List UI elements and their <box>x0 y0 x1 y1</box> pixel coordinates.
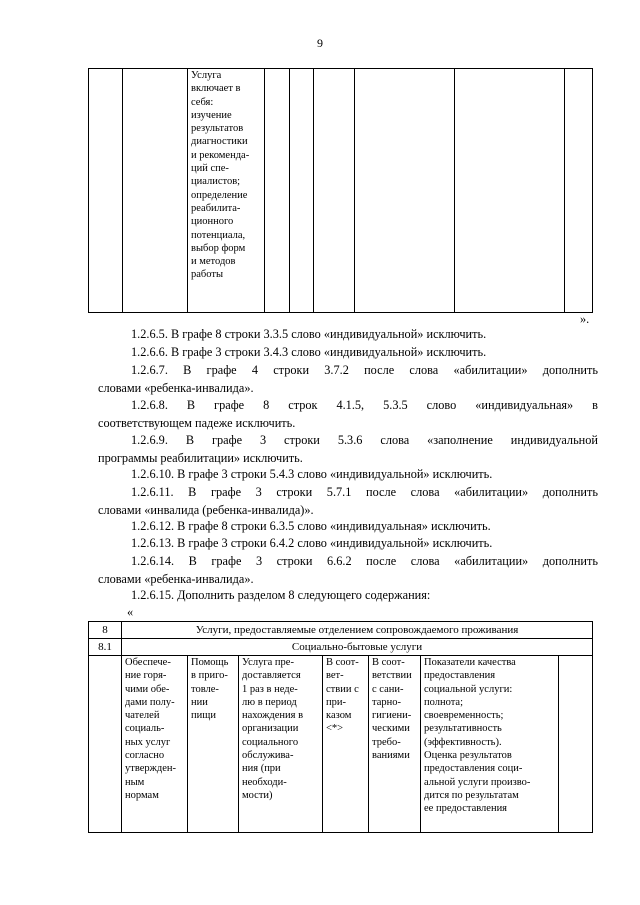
row-cell-service-name: Обеспече- ние горя- чими обе- дами полу- чателей социаль- ных услуг согласно утвержден- ным нормам <box>122 656 188 833</box>
closing-quote: ». <box>580 312 590 326</box>
item-1-2-6-6: 1.2.6.6. В графе 3 строки 3.4.3 слово «индивидуальной» исключить. <box>131 345 487 359</box>
section-number: 8 <box>89 622 122 639</box>
item-1-2-6-14: 1.2.6.14. В графе 3 строки 6.6.2 после слова «абилитации» дополнить словами «ребенка-инвалида». <box>98 554 598 586</box>
top-service-description: Услуга включает в себя: изучение результатов диагностики и рекоменда- ций спе- циалистов; определение реабилита- ционного потенциала, выбор форм и методов работы <box>191 70 250 281</box>
top-cell-5 <box>290 69 314 313</box>
row-cell-1 <box>89 656 122 833</box>
item-1-2-6-8: 1.2.6.8. В графе 8 строк 4.1.5, 5.3.5 слово «индивидуальная» в соответствующем падеже исключить. <box>98 398 598 430</box>
top-cell-1 <box>89 69 123 313</box>
top-cell-2 <box>123 69 188 313</box>
row-cell-order: В соот- вет- ствии с при- казом <*> <box>323 656 369 833</box>
section-8-table <box>88 621 593 833</box>
item-1-2-6-9: 1.2.6.9. В графе 3 строки 5.3.6 слова «заполнение индивидуальной программы реабилитации» исключить. <box>98 433 598 465</box>
item-1-2-6-10: 1.2.6.10. В графе 3 строки 5.4.3 слово «индивидуальной» исключить. <box>131 467 493 481</box>
item-1-2-6-11: 1.2.6.11. В графе 3 строки 5.7.1 после слова «абилитации» дополнить словами «инвалида (ребенка-инвалида)». <box>98 485 598 517</box>
top-cell-8 <box>455 69 565 313</box>
subsection-title: Социально-бытовые услуги <box>122 639 593 656</box>
section-title: Услуги, предоставляемые отделением сопровождаемого проживания <box>122 622 593 639</box>
row-cell-quality-indicators: Показатели качества предоставления социальной услуги: полнота; своевременность; результативность (эффективность). Оценка результатов предоставления соци- альной услуги произво- дится по результатам ее предоставления <box>421 656 559 833</box>
item-1-2-6-15: 1.2.6.15. Дополнить разделом 8 следующего содержания: <box>131 588 431 602</box>
row-cell-assistance: Помощь в приго- товле- нии пищи <box>188 656 239 833</box>
page-number: 9 <box>317 36 323 50</box>
opening-quote: « <box>127 605 134 619</box>
item-1-2-6-7: 1.2.6.7. В графе 4 строки 3.7.2 после слова «абилитации» дополнить словами «ребенка-инвалида». <box>98 363 598 395</box>
row-cell-requirements: В соот- ветствии с сани- тарно- гигиени- ческими требо- ваниями <box>369 656 421 833</box>
row-cell-frequency: Услуга пре- доставляется 1 раз в неде- лю в период нахождения в организации социального обслужива- ния (при необходи- мости) <box>239 656 323 833</box>
item-1-2-6-12: 1.2.6.12. В графе 8 строки 6.3.5 слово «индивидуальная» исключить. <box>131 519 491 533</box>
subsection-number: 8.1 <box>89 639 122 656</box>
top-cell-6 <box>314 69 355 313</box>
top-table <box>88 68 593 313</box>
item-1-2-6-5: 1.2.6.5. В графе 8 строки 3.3.5 слово «индивидуальной» исключить. <box>131 327 487 341</box>
top-cell-3 <box>188 69 265 313</box>
top-cell-4 <box>265 69 290 313</box>
item-1-2-6-13: 1.2.6.13. В графе 3 строки 6.4.2 слово «индивидуальной» исключить. <box>131 536 493 550</box>
top-cell-9 <box>565 69 593 313</box>
top-cell-7 <box>355 69 455 313</box>
row-cell-8 <box>559 656 593 833</box>
